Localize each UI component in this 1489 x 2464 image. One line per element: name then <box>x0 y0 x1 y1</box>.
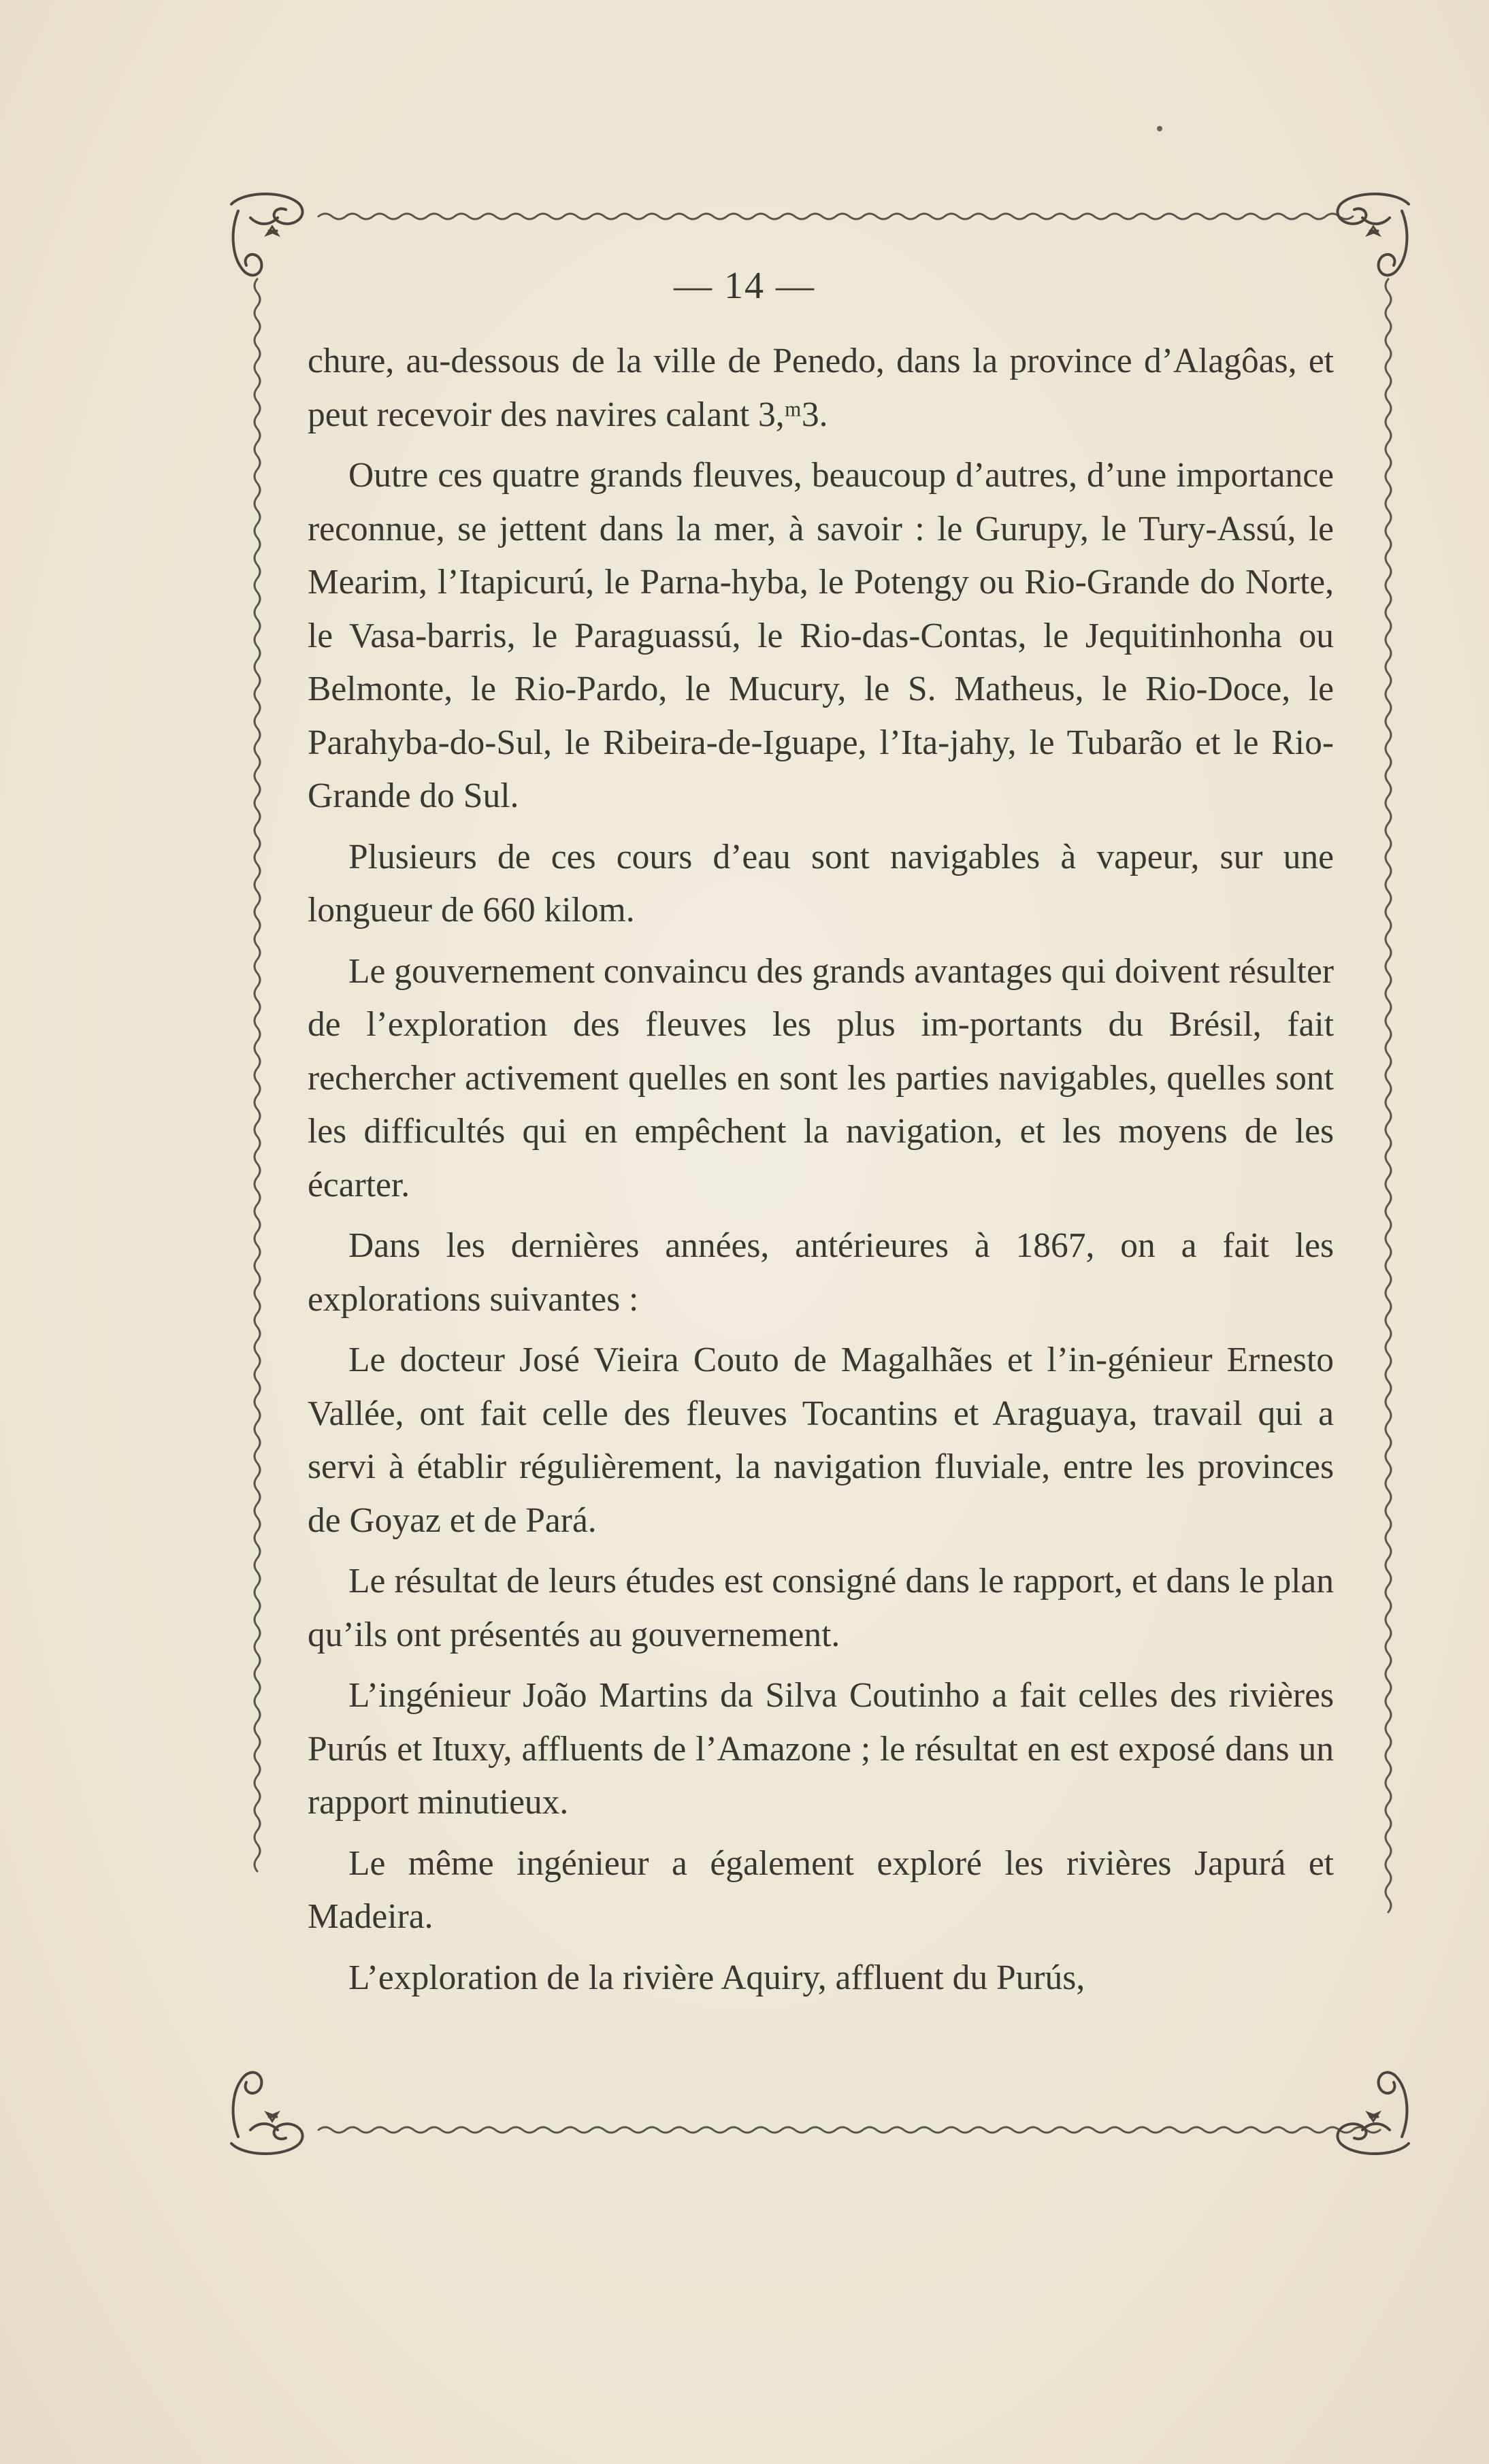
bottom-wavy-rule <box>318 2127 1380 2133</box>
paragraph: Le résultat de leurs études est consigné dans le rapport, et dans le plan qu’ils ont présentés au gouvernement. <box>308 1562 1334 1654</box>
right-wavy-rule <box>1386 279 1391 1912</box>
paragraph: L’ingénieur João Martins da Silva Coutinho a fait celles des rivières Purús et Ituxy, affluents de l’Amazone ; le résultat en est exposé dans un rapport minutieux. <box>308 1676 1334 1822</box>
page-number: — 14 — <box>674 265 815 307</box>
paragraph: Outre ces quatre grands fleuves, beaucoup d’autres, d’une importance reconnue, se jettent dans la mer, à savoir : le Gurupy, le Tury-Assú, le Mearim, l’Itapicurú, le Parna-hyba, le Potengy ou Rio-Grande do Norte, le Vasa-barris, le Paraguassú, le Rio-das-Contas, le Jequitinhonha ou Belmonte, le Rio-Pardo, le Mucury, le S. Matheus, le Rio-Doce, le Parahyba-do-Sul, le Ribeira-de-Iguape, l’Ita-jahy, le Tubarão et le Rio-Grande do Sul. <box>308 456 1334 815</box>
paragraph: L’exploration de la rivière Aquiry, affluent du Purús, <box>348 1958 1085 1997</box>
left-wavy-rule <box>255 279 260 1871</box>
corner-ornament-bottom-right <box>1337 2073 1409 2154</box>
paragraph: Le gouvernement convaincu des grands avantages qui doivent résulter de l’exploration des fleuves les plus im-portants du Brésil, fait rechercher activement quelles en sont les parties navigables, quelles sont les difficultés qui en empêchent la navigation, et les moyens de les écarter. <box>308 951 1334 1204</box>
paragraph: chure, au-dessous de la ville de Penedo, dans la province d’Alagôas, et peut recevoir des navires calant 3,ᵐ3. <box>308 342 1334 434</box>
top-wavy-rule <box>318 214 1353 219</box>
corner-ornament-bottom-left <box>231 2073 303 2154</box>
paragraph: Dans les dernières années, antérieures à 1867, on a fait les explorations suivantes : <box>308 1226 1334 1319</box>
paragraph: Plusieurs de ces cours d’eau sont navigables à vapeur, sur une longueur de 660 kilom. <box>308 837 1334 930</box>
paragraph: Le docteur José Vieira Couto de Magalhães et l’in-génieur Ernesto Vallée, ont fait celle des fleuves Tocantins et Araguaya, travail qui a servi à établir régulièrement, la navigation fluviale, entre les provinces de Goyaz et de Pará. <box>308 1341 1334 1540</box>
corner-ornament-top-left <box>231 194 303 275</box>
body-text <box>308 335 1334 2012</box>
paragraph: Le même ingénieur a également exploré les rivières Japurá et Madeira. <box>308 1843 1334 1936</box>
corner-ornament-top-right <box>1337 194 1409 275</box>
